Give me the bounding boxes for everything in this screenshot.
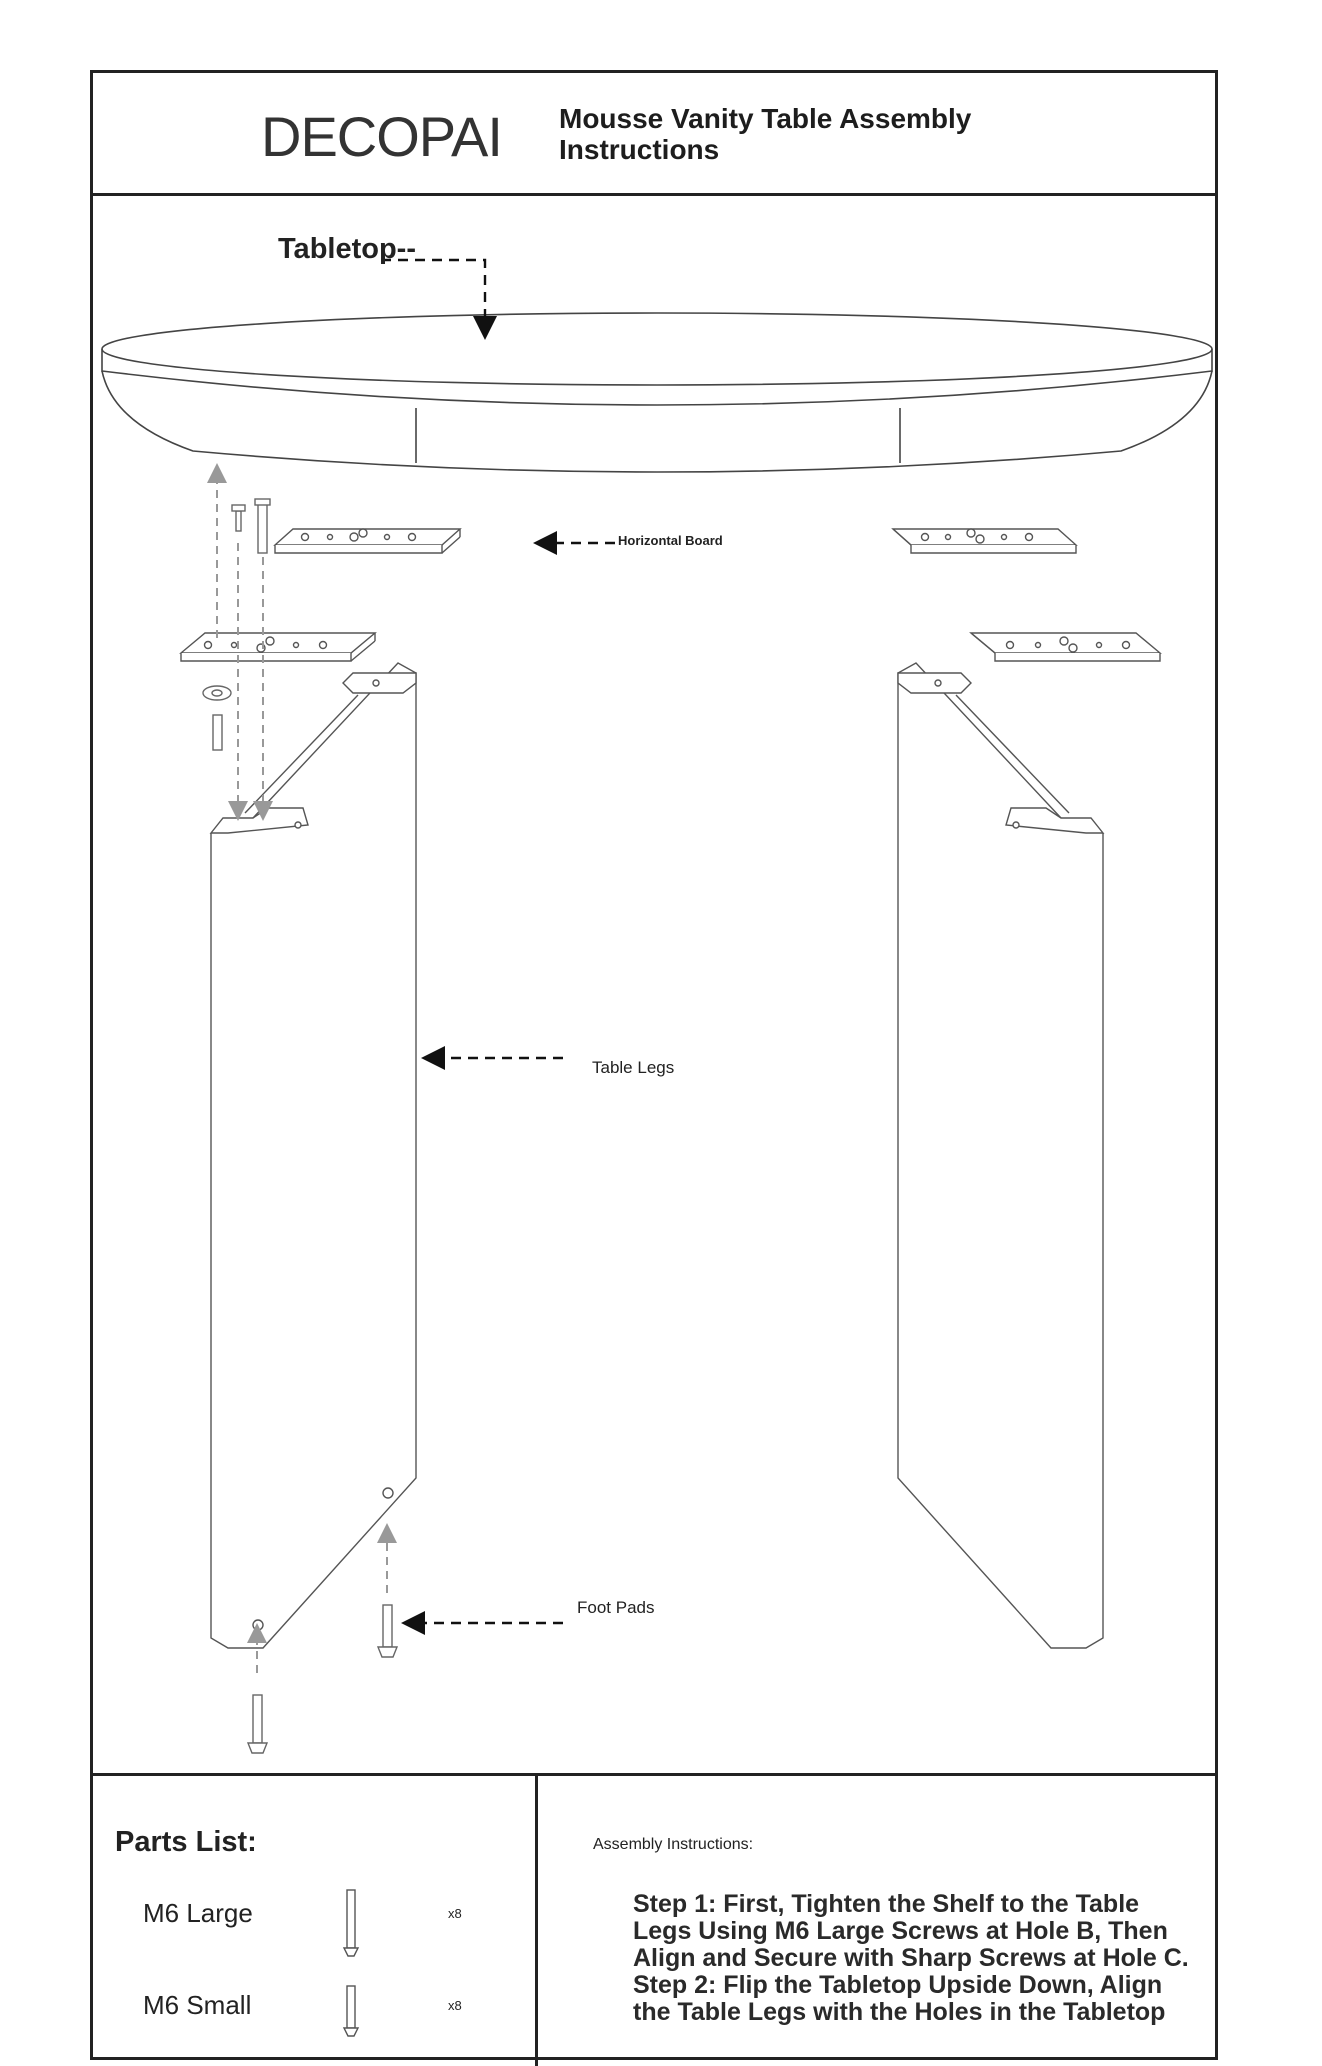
part-qty: x8 [448,1998,462,2013]
horizontal-board-left [275,529,460,553]
part-name: M6 Small [143,1990,252,2020]
horizontal-board-right [893,529,1076,553]
part-name: M6 Large [143,1898,253,1928]
shelf-board-right [971,633,1160,661]
bottom-panel [93,1773,1215,2066]
instruction-step-2: Step 2: Flip the Tabletop Upside Down, Align the Table Legs with the Holes in the Tabletop [633,1971,1166,2026]
parts-list-title: Parts List: [115,1826,257,1858]
long-screw-icon [341,1888,361,1958]
panel-divider [535,1776,538,2066]
part-row-m6-small [93,1980,533,2040]
document-title: Mousse Vanity Table Assembly Instructions [559,103,972,165]
part-row-m6-large [93,1888,533,1948]
label-table-legs: Table Legs [592,1058,675,1077]
label-tabletop: Tabletop-- [278,233,416,265]
table-leg-right [898,663,1103,1648]
label-foot-pads: Foot Pads [577,1598,655,1617]
exploded-assembly-diagram [93,73,1221,1773]
short-screw-icon [341,1980,361,2050]
instructions-heading: Assembly Instructions: [593,1836,754,1853]
tabletop-part [102,313,1212,472]
label-horizontal-board: Horizontal Board [618,533,723,548]
instruction-step-1: Step 1: First, Tighten the Shelf to the Table Legs Using M6 Large Screws at Hole B, Then Align and Secure with Sharp Screws at Hole C. [633,1890,1189,1972]
instruction-steps [633,1891,1193,2026]
part-qty: x8 [448,1906,462,1921]
shelf-board-left [181,633,375,661]
brand-logo: DECOPAI [261,105,502,168]
table-leg-left [211,663,416,1648]
instruction-sheet [90,70,1218,2060]
